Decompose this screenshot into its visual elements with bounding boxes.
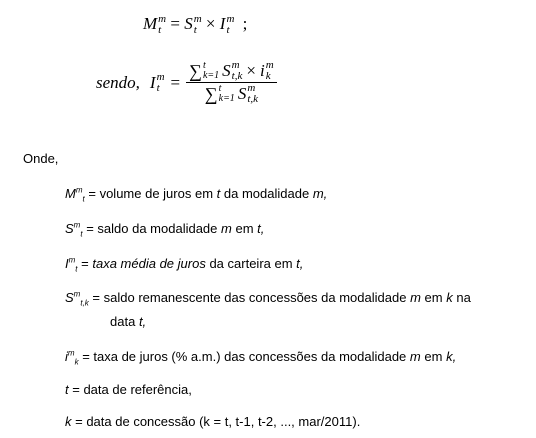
def-text: = data de referência, <box>72 382 192 397</box>
limits <box>219 84 235 104</box>
def-var: t <box>65 382 69 397</box>
fraction <box>186 60 277 105</box>
sub: t,k <box>247 93 259 105</box>
supsub <box>226 14 234 36</box>
formula-rate <box>96 60 277 105</box>
sub: t <box>80 229 83 239</box>
sub: t,k <box>231 70 243 82</box>
def-text: em <box>424 290 443 305</box>
def-var: t, <box>296 256 304 271</box>
supsub <box>157 72 165 94</box>
definition-data-concessao <box>65 414 360 429</box>
def-var: m <box>221 221 232 236</box>
def-text: em <box>424 349 443 364</box>
sup: m <box>75 185 83 195</box>
sum-symbol: ∑ <box>204 83 218 104</box>
def-text: = taxa de juros (% a.m.) das concessões da modalidade <box>82 349 407 364</box>
sup: m <box>67 348 75 358</box>
lim-top: t <box>218 83 222 94</box>
sendo-text: sendo, <box>96 72 140 92</box>
def-var: k, <box>446 349 457 364</box>
var-S: S <box>237 84 247 103</box>
def-var: t, <box>138 314 147 329</box>
def-symbol: S <box>65 221 74 236</box>
sub: k <box>74 357 79 367</box>
sup: m <box>247 82 256 94</box>
definition-saldo-remanescente-line2 <box>110 314 146 329</box>
sub: t <box>82 194 85 204</box>
supsub <box>266 60 274 82</box>
sup: m <box>158 13 167 26</box>
def-text: em <box>235 221 254 236</box>
sup: m <box>68 255 76 265</box>
sub: t <box>75 264 78 274</box>
var-S: S <box>222 61 231 80</box>
definition-taxa-juros <box>65 348 457 367</box>
def-var: k <box>446 290 453 305</box>
sup: m <box>156 70 165 83</box>
definition-saldo-remanescente <box>65 289 471 308</box>
sup: m <box>73 220 81 230</box>
denominator <box>202 83 261 105</box>
definition-saldo <box>65 220 265 239</box>
def-text: = saldo remanescente das concessões da modalidade <box>92 290 407 305</box>
def-text: da carteira em <box>209 256 293 271</box>
def-italic: taxa média de juros <box>92 256 206 271</box>
supsub <box>232 60 243 82</box>
definition-volume <box>65 185 328 204</box>
def-text: = saldo da modalidade <box>86 221 218 236</box>
def-var: t <box>216 186 221 201</box>
def-var: m <box>409 349 421 364</box>
def-symbol: M <box>65 186 76 201</box>
equals: = <box>170 14 180 33</box>
definition-data-referencia <box>65 382 192 397</box>
sum-symbol: ∑ <box>189 60 202 81</box>
equals: = <box>170 72 181 92</box>
sup: m <box>193 13 202 26</box>
sup: m <box>231 59 240 71</box>
times: × <box>205 14 216 33</box>
sub: t <box>158 24 162 37</box>
def-text: = <box>81 256 89 271</box>
supsub <box>247 83 258 105</box>
formula-volume <box>143 14 247 36</box>
sub: t,k <box>80 298 89 308</box>
def-symbol: I <box>65 256 69 271</box>
def-text: na <box>456 290 471 305</box>
sub: t <box>156 81 160 94</box>
var-S: S <box>184 14 193 33</box>
sup: m <box>73 289 81 299</box>
var-M: M <box>143 14 158 33</box>
def-symbol: S <box>65 290 74 305</box>
numerator <box>186 60 277 82</box>
def-text: = volume de juros em <box>88 186 214 201</box>
var-I: I <box>219 14 226 33</box>
definition-taxa-media <box>65 255 304 274</box>
lim-bot: k=1 <box>202 70 220 81</box>
times: × <box>246 61 256 80</box>
def-text: = data de concessão (k = t, t-1, t-2, ..., mar/2011). <box>75 414 361 429</box>
def-symbol: i <box>65 349 68 364</box>
sup: m <box>226 13 235 26</box>
def-var: k <box>65 414 72 429</box>
sub: k <box>265 70 271 82</box>
def-text: da modalidade <box>223 186 310 201</box>
onde-label: Onde, <box>23 151 59 166</box>
limits <box>203 61 219 81</box>
supsub <box>194 14 202 36</box>
sub: t <box>193 24 197 37</box>
def-text: data <box>110 314 136 329</box>
lim-top: t <box>202 60 206 71</box>
def-var: m <box>410 290 421 305</box>
semicolon: ; <box>242 14 248 33</box>
sup: m <box>265 59 274 71</box>
def-var: m, <box>312 186 328 201</box>
supsub <box>158 14 166 36</box>
def-var: t, <box>257 221 265 236</box>
var-i: i <box>259 61 265 80</box>
sub: t <box>226 24 230 37</box>
var-I: I <box>149 72 156 92</box>
lim-bot: k=1 <box>218 93 235 104</box>
